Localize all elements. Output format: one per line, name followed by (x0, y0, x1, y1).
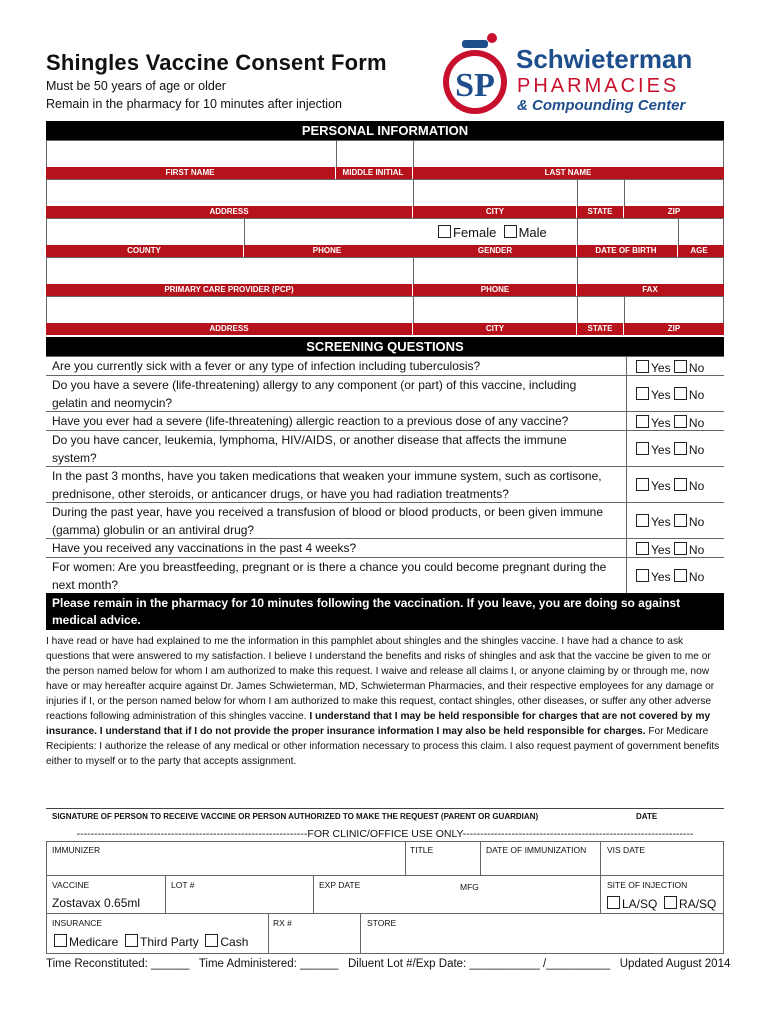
yes-checkbox[interactable] (636, 542, 649, 555)
question-row: For women: Are you breastfeeding, pregnant or is there a chance you could become pregnant during the next month? Yes No (46, 557, 724, 593)
no-checkbox[interactable] (674, 415, 687, 428)
middle-initial-label: MIDDLE INITIAL (342, 168, 404, 177)
rx-label: RX # (273, 918, 292, 928)
pcp-label: PRIMARY CARE PROVIDER (PCP) (164, 285, 294, 294)
site-options (607, 896, 716, 911)
age-label: AGE (690, 246, 708, 255)
county-label: COUNTY (127, 246, 161, 255)
consent-paragraph (46, 634, 726, 769)
diluent-field[interactable]: Diluent Lot #/Exp Date: ___________ /__________ (347, 958, 611, 970)
pcp-label-bar (46, 284, 724, 296)
form-title: Shingles Vaccine Consent Form (46, 50, 387, 75)
last-name-label: LAST NAME (544, 168, 592, 177)
question-text: Do you have cancer, leukemia, lymphoma, HIV/AIDS, or another disease that affects the immune system? (52, 433, 567, 465)
insurance-label: INSURANCE (52, 918, 103, 928)
address-label-bar (46, 206, 724, 218)
question-row: Have you received any vaccinations in the past 4 weeks? Yes No (46, 538, 724, 557)
yes-checkbox[interactable] (636, 478, 649, 491)
pcp-address-label-bar (46, 323, 724, 335)
vis-date-label: VIS DATE (607, 845, 646, 855)
pcp-city-label: CITY (485, 324, 505, 333)
question-row: Do you have a severe (life-threatening) allergy to any component (or part) of this vaccine, including gelatin and neomycin? Yes No (46, 375, 724, 411)
ra-sq-label: RA/SQ (679, 897, 717, 911)
vaccine-value: Zostavax 0.65ml (52, 896, 141, 910)
consent-text: I have read or have had explained to me the information in this pamphlet about shingles and the shingles vaccine. I have had a chance to ask questions that were answered to my satisfaction. I believe I understand the benefits and risks of shingles and ask that the vaccine be given to me or the person named below for whom I am authorized to make this request. I waive and release all claims I, or anyone claiming by or through me, now have or may hereafter acquire against Dr. James Schwieterman, MD, Schwieterman Pharmacies, and their respective employees for any damage or injuries if I, or the person named below for whom I am authorized to make this request, contact shingles, other diseases, or suffer any other adverse reactions following administration of this shingles vaccine. (46, 636, 715, 722)
store-label: STORE (367, 918, 397, 928)
time-reconstituted-field[interactable]: Time Reconstituted: ______ (46, 958, 190, 970)
male-checkbox[interactable] (504, 225, 517, 238)
site-label: SITE OF INJECTION (607, 880, 688, 890)
question-row: During the past year, have you received a transfusion of blood or blood products, or been given immune (gamma) globulin or an antiviral drug? Yes No (46, 502, 724, 538)
exp-date-label: EXP DATE (319, 880, 361, 890)
signature-date-label: DATE (636, 812, 658, 821)
county-label-bar (46, 245, 724, 257)
no-checkbox[interactable] (674, 387, 687, 400)
question-text: Have you ever had a severe (life-threatening) allergic reaction to a previous dose of any vaccine? (52, 414, 569, 428)
pcp-phone-label: PHONE (480, 285, 510, 294)
logo-sub: PHARMACIES (517, 75, 680, 97)
pharmacy-logo (440, 30, 740, 120)
question-row: Are you currently sick with a fever or any type of infection including tuberculosis? Yes No (46, 356, 724, 375)
yes-checkbox[interactable] (636, 442, 649, 455)
name-label-bar (46, 167, 724, 179)
question-text: Do you have a severe (life-threatening) allergy to any component (or part) of this vaccine, including gelatin and neomycin? (52, 378, 577, 410)
signature-label: SIGNATURE OF PERSON TO RECEIVE VACCINE OR PERSON AUTHORIZED TO MAKE THE REQUEST (PARENT OR GUARDIAN) (52, 812, 539, 821)
dob-label: DATE OF BIRTH (595, 246, 657, 255)
third-party-label: Third Party (140, 935, 199, 949)
medicare-label: Medicare (69, 935, 119, 949)
ra-sq-checkbox[interactable] (664, 896, 677, 909)
title-label: TITLE (410, 845, 434, 855)
consent-charges-text: I understand that I may be held responsible for charges that are not covered by my insurance. I understand that if I do not provide the proper insurance information I may also be held responsible for charges. (46, 711, 711, 737)
la-sq-checkbox[interactable] (607, 896, 620, 909)
male-label: Male (518, 225, 547, 240)
no-checkbox[interactable] (674, 360, 687, 373)
question-row: Do you have cancer, leukemia, lymphoma, HIV/AIDS, or another disease that affects the immune system? Yes No (46, 430, 724, 466)
pcp-address-input-row[interactable] (46, 296, 724, 323)
name-input-row[interactable] (46, 140, 724, 167)
wait-requirement: Remain in the pharmacy for 10 minutes after injection (46, 97, 342, 111)
question-text: Have you received any vaccinations in the past 4 weeks? (52, 541, 357, 555)
address-label: ADDRESS (209, 207, 249, 216)
question-text: During the past year, have you received a transfusion of blood or blood products, or been given immune (gamma) globulin or an antiviral drug? (52, 505, 603, 537)
no-checkbox[interactable] (674, 542, 687, 555)
pcp-state-label: STATE (587, 324, 613, 333)
pcp-zip-label: ZIP (667, 324, 681, 333)
question-text: For women: Are you breastfeeding, pregnant or is there a chance you could become pregnant during the next month? (52, 560, 607, 592)
no-checkbox[interactable] (674, 514, 687, 527)
question-text: In the past 3 months, have you taken medications that weaken your immune system, such as cortisone, prednisone, other steroids, or anticancer drugs, or have you had radiation treatments? (52, 469, 602, 501)
stay-notice: Please remain in the pharmacy for 10 minutes following the vaccination. If you leave, you are doing so against medical advice. (46, 593, 724, 630)
la-sq-label: LA/SQ (622, 897, 658, 911)
cash-checkbox[interactable] (205, 934, 218, 947)
yes-checkbox[interactable] (636, 415, 649, 428)
immunizer-label: IMMUNIZER (52, 845, 101, 855)
insurance-options (54, 934, 248, 949)
county-input-row[interactable] (46, 218, 724, 245)
mfg-label: MFG (460, 882, 479, 892)
clinic-divider: ------------------------------------------------------------------FOR CLINIC/OFFICE USE ONLY------------------------------------------------------------------ (76, 828, 694, 840)
question-row: Have you ever had a severe (life-threatening) allergic reaction to a previous dose of any vaccine? Yes No (46, 411, 724, 430)
question-row: In the past 3 months, have you taken medications that weaken your immune system, such as cortisone, prednisone, other steroids, or anticancer drugs, or have you had radiation treatments? Yes No (46, 466, 724, 502)
gender-label: GENDER (477, 246, 513, 255)
yes-checkbox[interactable] (636, 360, 649, 373)
yes-checkbox[interactable] (636, 569, 649, 582)
age-requirement: Must be 50 years of age or older (46, 79, 226, 93)
logo-letters: SP (455, 67, 495, 104)
vaccine-label: VACCINE (52, 880, 90, 890)
lot-label: LOT # (171, 880, 195, 890)
yes-checkbox[interactable] (636, 387, 649, 400)
immunization-date-label: DATE OF IMMUNIZATION (486, 845, 587, 855)
pcp-input-row[interactable] (46, 257, 724, 284)
no-checkbox[interactable] (674, 442, 687, 455)
female-label: Female (453, 225, 497, 240)
updated-date: Updated August 2014 (619, 958, 731, 970)
pcp-address-label: ADDRESS (209, 324, 249, 333)
logo-name: Schwieterman (516, 44, 693, 74)
female-checkbox[interactable] (438, 225, 451, 238)
fax-label: FAX (642, 285, 658, 294)
medicare-checkbox[interactable] (54, 934, 67, 947)
no-checkbox[interactable] (674, 478, 687, 491)
footer-line (46, 958, 730, 970)
signature-line[interactable] (46, 808, 724, 825)
no-checkbox[interactable] (674, 569, 687, 582)
city-label: CITY (485, 207, 505, 216)
zip-label: ZIP (667, 207, 681, 216)
phone-label: PHONE (312, 246, 342, 255)
question-text: Are you currently sick with a fever or any type of infection including tuberculosis? (52, 359, 481, 373)
personal-info-header: PERSONAL INFORMATION (46, 121, 724, 140)
cash-label: Cash (220, 935, 249, 949)
state-label: STATE (587, 207, 613, 216)
gender-options (438, 225, 547, 240)
yes-checkbox[interactable] (636, 514, 649, 527)
consent-medicare-text: For Medicare Recipients: I authorize the release of any medical or other information necessary to process this claim. I also request payment of government benefits either to myself or to the party that accepts assignment. (46, 726, 720, 767)
third-party-checkbox[interactable] (125, 934, 138, 947)
first-name-label: FIRST NAME (165, 168, 215, 177)
logo-tagline: & Compounding Center (517, 97, 686, 114)
screening-header: SCREENING QUESTIONS (46, 337, 724, 356)
address-input-row[interactable] (46, 179, 724, 206)
time-administered-field[interactable]: Time Administered: ______ (198, 958, 339, 970)
